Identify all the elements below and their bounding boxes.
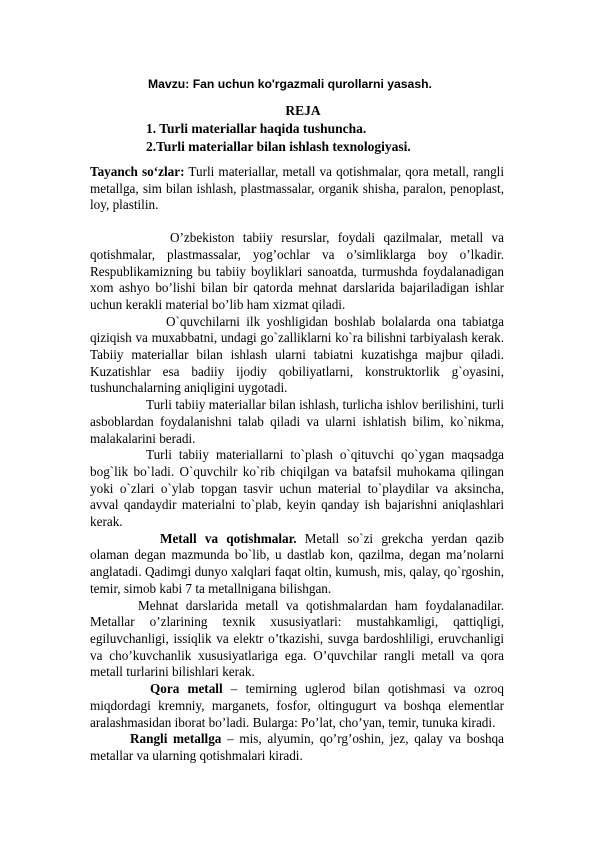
paragraph-list xyxy=(90,230,504,765)
paragraph-text: Mehnat darslarida metall va qotishmalardan ham foydalanadilar. Metallar o’zlarining texnik xususiyatlari: mustahkamligi, qattiqligi, egiluvchanligi, issiqlik va elektr o’tkazishi, suvga bardoshliligi, eruvchanligi va cho’kuvchanlik xususiyatlariga ega. O’quvchilar rangli metall va qora metall turlarini bilishlari kerak. xyxy=(90,597,504,680)
paragraph-bold-term: Qora metall xyxy=(150,681,223,697)
paragraph-bold-term: Metall va qotishmalar. xyxy=(160,530,297,546)
body-paragraph xyxy=(90,447,504,531)
body-paragraph xyxy=(90,314,504,398)
plan-item-2: 2.Turli materiallar bilan ishlash texnologiyasi. xyxy=(146,139,411,154)
paragraph-text: Metall so`zi grekcha yerdan qazib olaman degan mazmunda bo`lib, u dastlab kon, qazilma, degan ma’nolarni anglatadi. Qadimgi dunyo xalqlari faqat oltin, kumush, mis, qalay, qo`rgoshin, temir, simob kabi 7 ta metallnigana bilishgan. xyxy=(90,530,504,596)
paragraph-text: O’zbekiston tabiiy resurslar, foydali qazilmalar, metall va qotishmalar, plastmassalar, yog’ochlar va o’simliklarga boy o’lkadir. Respublikamizning bu tabiiy boyliklari sanoatda, turmushda foydalanadigan xom ashyo bo’lishi bilan bir qatorda mehnat darslarida bajariladigan ishlar uchun kerakli material bo’lib ham xizmat qiladi. xyxy=(90,230,504,312)
body-paragraph xyxy=(90,531,504,598)
body-paragraph xyxy=(90,230,504,314)
keywords-paragraph xyxy=(90,164,504,214)
keywords-label: Tayanch so‘zlar: xyxy=(90,164,185,179)
paragraph-text: – mis, alyumin, qo’rg’oshin, jez, qalay va boshqa metallar va ularning qotishmalari kiradi. xyxy=(90,731,504,763)
body-paragraph xyxy=(90,731,504,764)
keywords-text: Turli materiallar, metall va qotishmalar, qora metall, rangli metallga, sim bilan ishlash, plastmassalar, organik shisha, paralon, penoplast, loy, plastilin. xyxy=(90,164,504,213)
plan-item-1: 1. Turli materiallar haqida tushuncha. xyxy=(146,121,367,136)
paragraph-bold-term: Rangli metallga xyxy=(130,731,222,747)
document-title: Mavzu: Fan uchun ko'rgazmali qurollarni yasash. xyxy=(148,77,432,91)
paragraph-text: O`quvchilarni ilk yoshligidan boshlab bolalarda ona tabiatga qiziqish va muxabbatni, undagi go`zalliklarni ko`ra bilishni tarbiyalash kerak. Tabiiy materiallar bilan ishlash ularni tabiatni kuzatishga majbur qiladi. Kuzatishlar esa badiiy ijodiy qobiliyatlarni, konstruktorlik g`oyasini, tushunchalarning aniqligini uygotadi. xyxy=(90,313,504,396)
body-paragraph xyxy=(90,598,504,682)
paragraph-text: Turli tabiiy materiallar bilan ishlash, turlicha ishlov berilishini, turli asboblardan foydalanishni talab qiladi va ularni ishlatish bilim, ko`nikma, malakalarini beradi. xyxy=(90,397,504,446)
document-body xyxy=(90,164,504,765)
body-paragraph xyxy=(90,681,504,731)
body-paragraph xyxy=(90,397,504,447)
paragraph-text: – temirning uglerod bilan qotishmasi va ozroq miqdordagi kremniy, marganets, fosfor, oltingugurt va boshqa elementlar aralashmasidan iborat bo’ladi. Bularga: Po’lat, cho’yan, temir, tunuka kiradi. xyxy=(90,681,504,730)
plan-heading: REJA xyxy=(285,103,321,118)
paragraph-text: Turli tabiiy materiallarni to`plash o`qituvchi qo`ygan maqsadga bog`lik bo`ladi. O`quvchilr ko`rib chiqilgan va batafsil muhokama qilingan yoki o`zlari o`ylab topgan tasvir uchun material to`playdilar va aksincha, avval qandaydir materialni to`plab, keyin qanday ish bajarishni aniqlashlari kerak. xyxy=(90,447,504,530)
